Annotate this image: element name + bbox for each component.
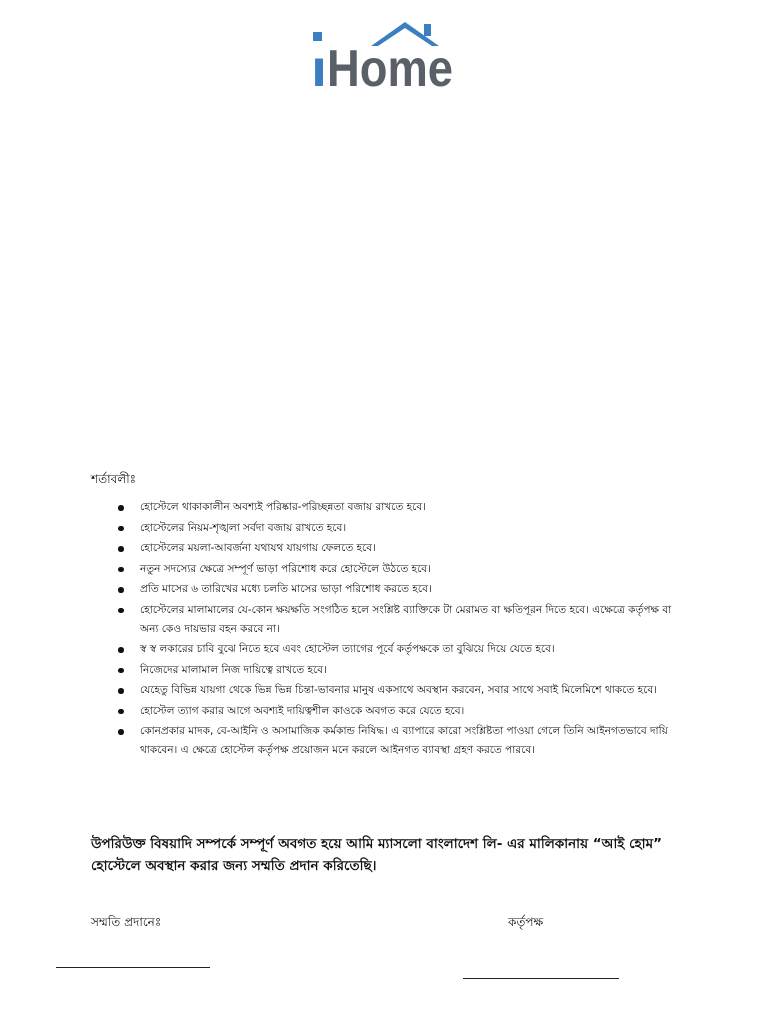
list-item: প্রতি মাসের ৬ তারিখের মধ্যে চলতি মাসের ভাড়া পরিশোধ করতে হবে। <box>118 580 678 599</box>
list-item: হোস্টেলে থাকাকালীন অবশ্যই পরিষ্কার-পরিচ্ছন্নতা বজায় রাখতে হবে। <box>118 498 678 517</box>
list-item: নিজেদের মালামাল নিজ দায়িত্বে রাখতে হবে। <box>118 661 678 680</box>
list-item: হোস্টেলের মালামালের যে-কোন ক্ষয়ক্ষতি সংগঠিত হলে সংশ্লিষ্ট ব্যাক্তিকে টা মেরামত বা ক্ষতিপূরন দিতে হবে। এক্ষেত্রে কর্তৃপক্ষ বা অন্য কেও দায়ভার বহন করবে না। <box>118 601 678 639</box>
terms-list <box>118 498 678 762</box>
authority-label: কর্তৃপক্ষ <box>508 915 544 929</box>
list-item: স্ব স্ব লকারের চাবি বুঝে নিতে হবে এবং হোস্টেল ত্যাগের পূর্বে কর্তৃপক্ষকে তা বুঝিয়ে দিয়ে যেতে হবে। <box>118 640 678 659</box>
authority-signature-line <box>463 978 619 979</box>
svg-text:ı: ı <box>311 40 327 98</box>
svg-text:Home: Home <box>327 40 453 98</box>
ihome-logo-graphic <box>311 22 457 98</box>
list-item: নতুন সদস্যের ক্ষেত্রে সম্পূর্ণ ভাড়া পরিশোধ করে হোস্টেলে উঠতে হবে। <box>118 560 678 579</box>
list-item: কোনপ্রকার মাদক, বে-আইনি ও অসামাজিক কর্মকান্ড নিষিদ্ধ। এ ব্যাপারে কারো সংশ্লিষ্টতা পাওয়া গেলে তিনি আইনগতভাবে দায়ি থাকবেন। এ ক্ষেত্রে হোস্টেল কর্তৃপক্ষ প্রয়োজন মনে করলে আইনগত ব্যাবস্থা গ্রহণ করতে পারবে। <box>118 722 678 760</box>
consent-label: সম্মতি প্রদানেঃ <box>91 915 162 929</box>
list-item: হোস্টেলের নিয়ম-শৃঙ্খলা সর্বদা বজায় রাখতে হবে। <box>118 519 678 538</box>
ihome-logo <box>311 22 457 98</box>
terms-heading: শর্তাবলীঃ <box>91 472 137 486</box>
list-item: হোস্টেল ত্যাগ করার আগে অবশ্যই দায়িত্বশীল কাওকে অবগত করে যেতে হবে। <box>118 702 678 721</box>
list-item: যেহেতু বিভিন্ন যায়গা থেকে ভিন্ন ভিন্ন চিন্তা-ভাবনার মানুষ একসাথে অবস্থান করবেন, সবার সাথে সবাই মিলেমিশে থাকতে হবে। <box>118 681 678 700</box>
list-item: হোস্টেলের ময়লা-আবর্জনা যথাযথ যায়গায় ফেলতে হবে। <box>118 539 678 558</box>
consent-declaration: উপরিউক্ত বিষয়াদি সম্পর্কে সম্পূর্ণ অবগত হয়ে আমি ম্যাসলো বাংলাদেশ লি- এর মালিকানায় “আই হোম” হোস্টেলে অবস্থান করার জন্য সম্মতি প্রদান করিতেছি। <box>91 836 662 874</box>
consent-signature-line <box>56 967 210 968</box>
